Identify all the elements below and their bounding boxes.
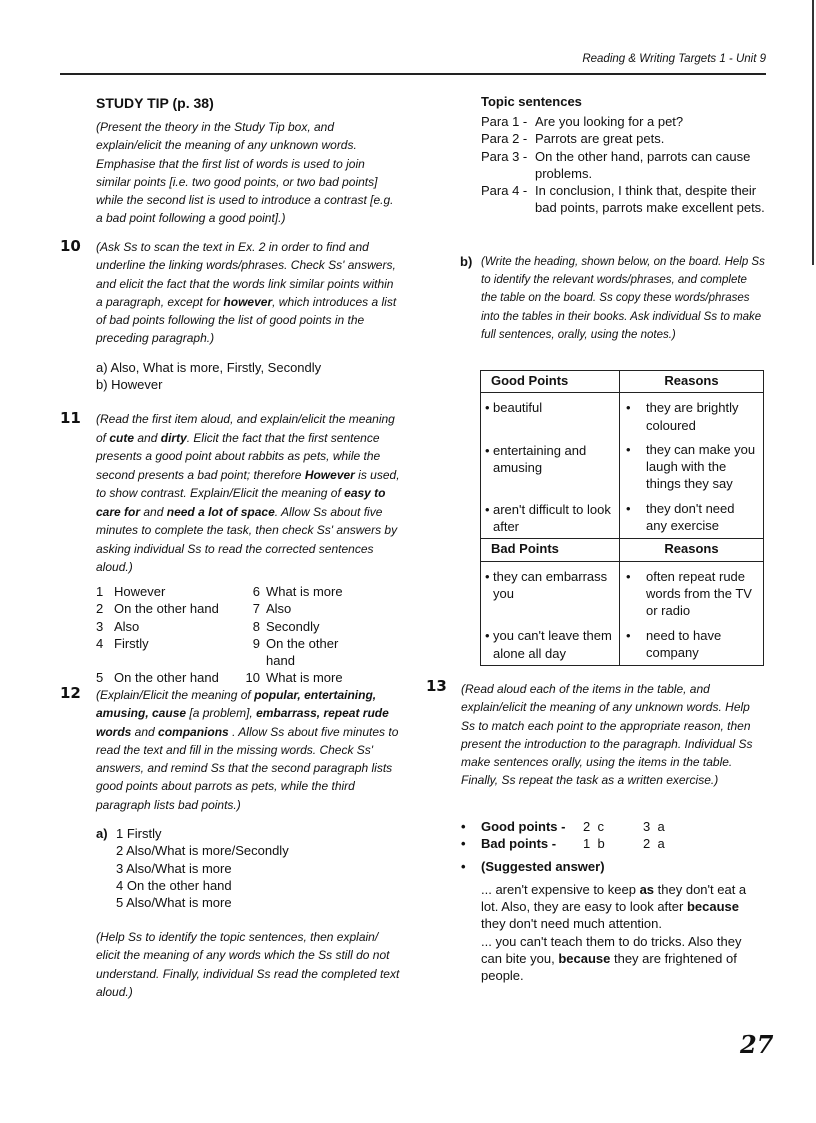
list-item: 4 On the other hand [116, 877, 232, 893]
list-item: 4 Firstly 9 On the other hand [96, 635, 339, 669]
reasons-header: Reasons [620, 371, 764, 393]
page-number: 27 [740, 1030, 774, 1059]
list-item: • (Suggested answer) [461, 858, 605, 874]
list-item: Para 1 - Are you looking for a pet? [481, 114, 684, 129]
bad-point: you can't leave them alone all day [493, 628, 612, 661]
reason: they can make you laugh with the things they say [646, 441, 756, 492]
reason: they are brightly coloured [646, 400, 739, 433]
list-item: Para 3 - On the other hand, parrots can cause problems. [481, 148, 751, 181]
part-b-instructions: (Write the heading, shown below, on the board. Help Ss to identify the relevant words/phrases, and complete the table on the board. Ss copy these words/phrases into the tables in their books. Ask individual Ss to make full sentences, orally, using the notes.) [481, 256, 765, 341]
list-item: • Good points - 2 c 3 a [461, 819, 665, 834]
suggested-paragraph-1: ... aren't expensive to keep as they don't eat a lot. Also, they are easy to look after because they don't need much attention. [481, 881, 747, 932]
study-tip-title: STUDY TIP (p. 38) [96, 95, 214, 111]
list-item: • Bad points - 1 b 2 a [461, 836, 665, 852]
list-item: 1 Firstly [116, 826, 162, 841]
exercise-13-number: 13 [426, 677, 447, 695]
exercise-12-help: (Help Ss to identify the topic sentences, then explain/ elicit the meaning of any words which the Ss still do not understand. Finally, individual Ss read the completed text aloud.) [96, 930, 400, 999]
list-item: 1 However 6 What is more [96, 584, 343, 599]
list-item: 3 Also/What is more [116, 860, 232, 876]
exercise-12-instructions: (Explain/Elicit the meaning of popular, entertaining, amusing, cause [a problem], embarrass, repeat rude words and companions . Allow Ss about five minutes to read the text and fill in the missing words. Check Ss' answers, and remind Ss that the second paragraph lists good points about parrots as pets, while the third paragraph lists bad points.) [96, 688, 399, 812]
page-edge-rule [812, 0, 814, 265]
running-header: Reading & Writing Targets 1 - Unit 9 [582, 53, 766, 65]
bad-reasons-header: Reasons [620, 539, 764, 561]
reason: need to have company [646, 627, 722, 660]
list-item: 2 Also/What is more/Secondly [116, 843, 289, 859]
exercise-10-instructions: (Ask Ss to scan the text in Ex. 2 in order to find and underline the linking words/phrases. Check Ss' answers, and elicit the fact that the words link similar points within a paragraph, except for however, which introduces a list of bad points following the list of good points in the preceding paragraph.) [96, 240, 397, 346]
list-item: 3 Also 8 Secondly [96, 618, 320, 634]
list-item: Para 4 - In conclusion, I think that, despite their bad points, parrots make excellent pets. [481, 183, 765, 216]
exercise-10-number: 10 [60, 237, 81, 255]
table-row: • they can embarrass you • you can't leave them alone all day • often repeat rude words from the TV or radio • need to have company [481, 561, 764, 665]
list-item: 2 On the other hand 7 Also [96, 601, 292, 617]
reason: they don't need any exercise [646, 500, 735, 534]
topic-sentences-title: Topic sentences [481, 94, 582, 109]
table-row: • beautiful • entertaining and amusing • aren't difficult to look after • they are brightly coloured • they can make you laugh with the things they say • they don't need any exercise [481, 393, 764, 539]
bad-points-header: Bad Points [481, 539, 620, 561]
list-item: 5 Also/What is more [116, 895, 232, 911]
good-point: aren't difficult to look after [493, 502, 611, 535]
points-table [480, 370, 764, 666]
header-rule [60, 73, 766, 75]
topic-sentences-list [481, 113, 765, 217]
answer-a: a) Also, What is more, Firstly, Secondly [96, 360, 322, 375]
good-points-header: Good Points [481, 371, 620, 393]
exercise-11-number: 11 [60, 409, 81, 427]
suggested-paragraph-2: ... you can't teach them to do tricks. Also they can bite you, because they are frightened of people. [481, 933, 742, 984]
list-item: 5 On the other hand 10 What is more [96, 670, 343, 686]
exercise-12-number: 12 [60, 684, 81, 702]
answer-b: b) However [96, 377, 163, 393]
exercise-13-answers [461, 818, 765, 985]
exercise-11-answers [96, 583, 400, 687]
good-point: entertaining and amusing [493, 442, 587, 475]
good-point: beautiful [493, 400, 543, 416]
exercise-11-instructions: (Read the first item aloud, and explain/elicit the meaning of cute and dirty. Elicit the fact that the first sentence presents a good point about rabbits as pets, while the second presents a bad point; therefore However is used, to show contrast. Explain/Elicit the meaning of easy to care for and need a lot of space. Allow Ss about five minutes to complete the task, then check Ss' answers by asking individual Ss to read the corrected sentences aloud.) [96, 412, 400, 574]
part-b-label: b) [460, 254, 473, 269]
list-item: Para 2 - Parrots are great pets. [481, 131, 665, 147]
exercise-13-instructions: (Read aloud each of the items in the table, and explain/elicit the meaning of any unknown words. Help Ss to match each point to the appropriate reason, then present the introduction to the paragraph. Individual Ss make sentences orally, using the items in the table. Finally, Ss repeat the task as a written exercise.) [461, 682, 753, 788]
study-tip-text: (Present the theory in the Study Tip box, and explain/elicit the meaning of any unknown words. Emphasise that the first list of words is used to join similar points [i.e. two good points, or two bad points] while the second list is used to introduce a contrast [e.g. a bad point following a good point].) [96, 120, 394, 226]
answer-a-label: a) [96, 826, 108, 841]
bad-point: they can embarrass you [493, 568, 608, 601]
exercise-10-answers [96, 359, 400, 394]
reason: often repeat rude words from the TV or radio [646, 568, 752, 619]
exercise-12-answers [96, 825, 400, 911]
